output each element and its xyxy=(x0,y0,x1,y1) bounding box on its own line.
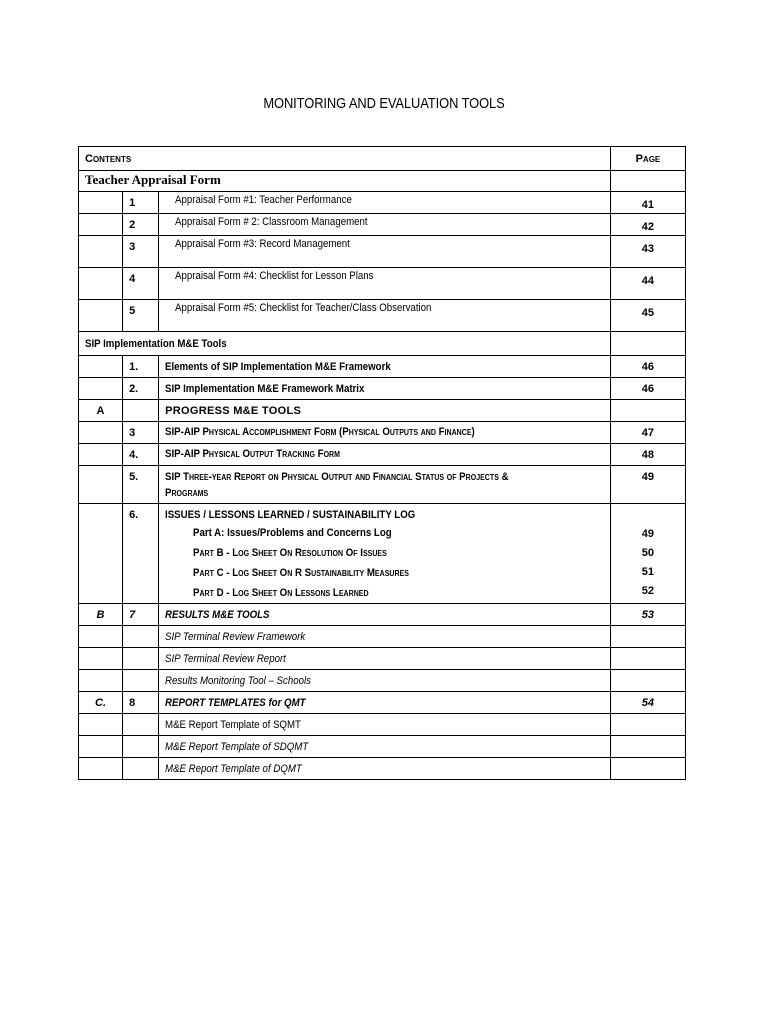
group-row-c xyxy=(79,692,686,714)
row-page: 46 xyxy=(641,361,655,373)
row-page: 53 xyxy=(641,609,655,621)
issues-part-b: Part B - Log Sheet On Resolution Of Issues xyxy=(193,547,387,559)
group-title: PROGRESS M&E TOOLS xyxy=(165,405,302,417)
row-number: 5 xyxy=(129,305,136,317)
issues-part-d: Part D - Log Sheet On Lessons Learned xyxy=(193,587,369,599)
row-page: 43 xyxy=(641,243,655,255)
row-page: 50 xyxy=(641,547,655,559)
group-title: REPORT TEMPLATES for QMT xyxy=(165,697,306,709)
table-row xyxy=(79,268,686,300)
table-row xyxy=(79,300,686,332)
row-page: 54 xyxy=(641,697,655,709)
row-page: 52 xyxy=(641,585,655,597)
group-letter: A xyxy=(96,405,105,417)
row-page: 49 xyxy=(641,471,655,483)
row-title: SIP-AIP Physical Accomplishment Form (Physical Outputs and Finance) xyxy=(165,426,475,438)
row-page: 49 xyxy=(641,528,655,540)
row-title: SIP Terminal Review Report xyxy=(165,653,286,665)
row-number: 2. xyxy=(129,383,139,395)
table-row xyxy=(79,626,686,648)
page-header: Page xyxy=(635,153,661,165)
row-title: Appraisal Form #1: Teacher Performance xyxy=(175,194,352,206)
table-row xyxy=(79,670,686,692)
issues-part-c: Part C - Log Sheet On R Sustainability Measures xyxy=(193,567,410,579)
row-page: 44 xyxy=(641,275,655,287)
row-title: Appraisal Form #5: Checklist for Teacher/Class Observation xyxy=(175,302,432,314)
row-page: 41 xyxy=(641,199,655,211)
row-page: 45 xyxy=(641,307,655,319)
table-row xyxy=(79,378,686,400)
issues-part-a: Part A: Issues/Problems and Concerns Log xyxy=(193,527,392,539)
row-number: 5. xyxy=(129,471,139,483)
row-number: 1 xyxy=(129,197,136,209)
row-number: 6. xyxy=(129,509,139,521)
row-title: SIP Implementation M&E Framework Matrix xyxy=(165,383,365,395)
table-row xyxy=(79,714,686,736)
table-row xyxy=(79,444,686,466)
table-row xyxy=(79,648,686,670)
row-number: 3 xyxy=(129,427,136,439)
group-row-a xyxy=(79,400,686,422)
row-title: Appraisal Form #4: Checklist for Lesson Plans xyxy=(175,270,374,282)
row-number: 2 xyxy=(129,219,136,231)
row-page: 46 xyxy=(641,383,655,395)
table-row xyxy=(79,214,686,236)
row-page: 47 xyxy=(641,427,655,439)
row-page: 51 xyxy=(641,566,655,578)
row-number: 1. xyxy=(129,361,139,373)
row-title: M&E Report Template of DQMT xyxy=(165,763,302,775)
row-number: 8 xyxy=(129,697,136,709)
table-row xyxy=(79,356,686,378)
group-title: RESULTS M&E TOOLS xyxy=(165,609,270,621)
row-title: SIP-AIP Physical Output Tracking Form xyxy=(165,448,341,460)
section-row-sip xyxy=(79,332,686,356)
contents-header: Contents xyxy=(85,153,132,165)
row-title: Appraisal Form # 2: Classroom Management xyxy=(175,216,368,228)
row-number: 4 xyxy=(129,273,136,285)
group-letter: C. xyxy=(95,697,107,709)
table-header-row xyxy=(79,147,686,171)
row-title: M&E Report Template of SDQMT xyxy=(165,741,309,753)
page-title: MONITORING AND EVALUATION TOOLS xyxy=(263,95,505,112)
row-title: SIP Terminal Review Framework xyxy=(165,631,306,643)
section-title-teacher: Teacher Appraisal Form xyxy=(85,172,221,187)
row-title-continued: Programs xyxy=(165,487,209,499)
row-title: M&E Report Template of SQMT xyxy=(165,719,302,731)
section-title-sip: SIP Implementation M&E Tools xyxy=(85,338,227,350)
table-row xyxy=(79,758,686,780)
table-row xyxy=(79,466,686,504)
issues-row xyxy=(79,504,686,604)
group-row-b xyxy=(79,604,686,626)
row-page: 48 xyxy=(641,449,655,461)
issues-heading: ISSUES / LESSONS LEARNED / SUSTAINABILITY LOG xyxy=(165,509,416,521)
row-number: 7 xyxy=(129,609,136,621)
table-row xyxy=(79,422,686,444)
contents-table xyxy=(78,146,686,780)
row-page: 42 xyxy=(641,221,655,233)
row-title: SIP Three-year Report on Physical Output and Financial Status of Projects & xyxy=(165,471,509,483)
group-letter: B xyxy=(96,609,105,621)
row-title: Elements of SIP Implementation M&E Framework xyxy=(165,361,391,373)
row-number: 4. xyxy=(129,449,139,461)
row-number: 3 xyxy=(129,241,136,253)
table-row xyxy=(79,736,686,758)
section-row-teacher xyxy=(79,171,686,192)
row-title: Appraisal Form #3: Record Management xyxy=(175,238,350,250)
table-row xyxy=(79,192,686,214)
table-row xyxy=(79,236,686,268)
row-title: Results Monitoring Tool – Schools xyxy=(165,675,312,687)
